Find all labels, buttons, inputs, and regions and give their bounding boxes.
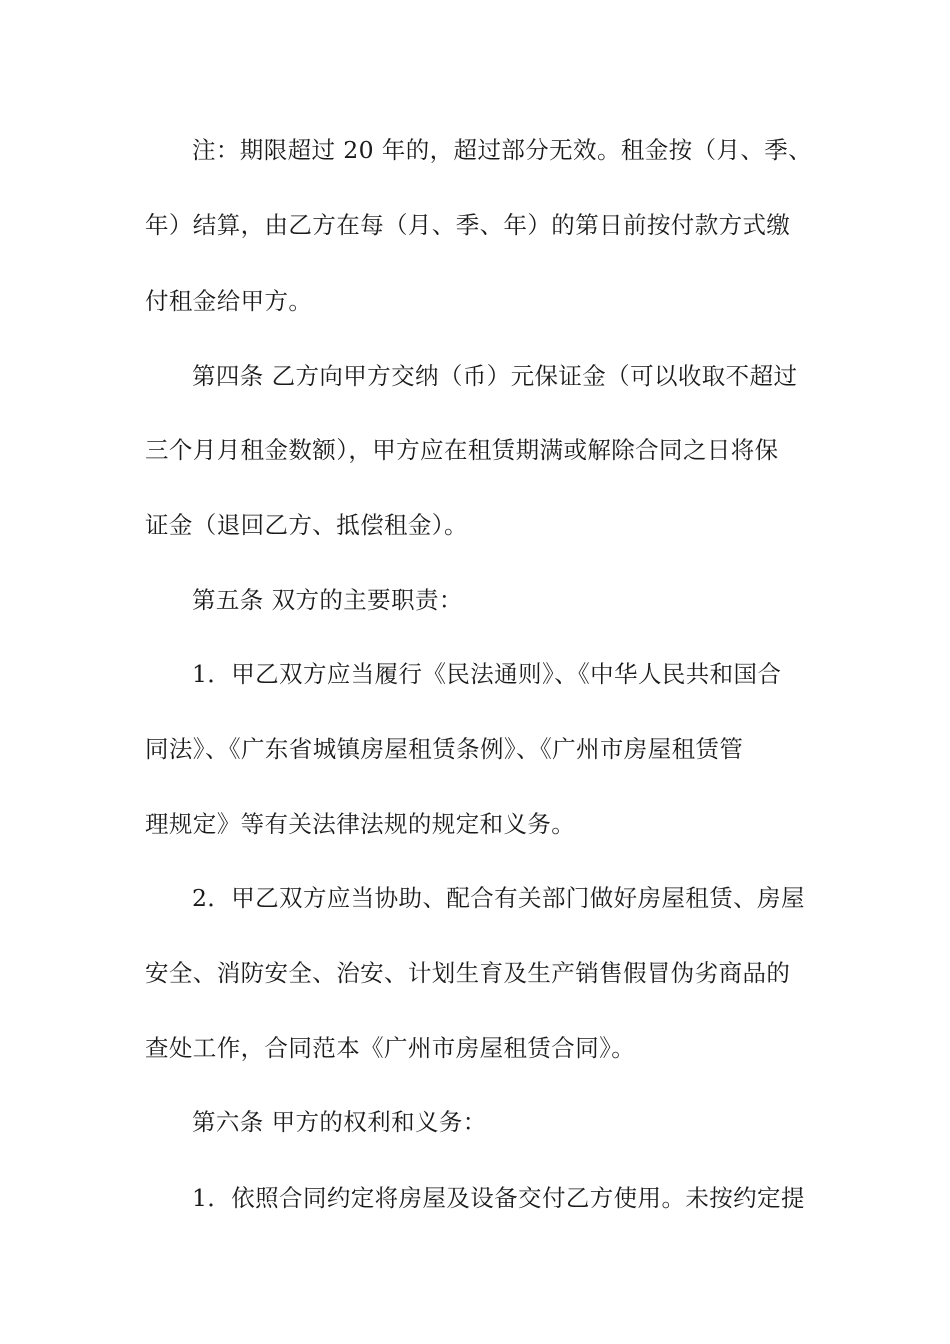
clause-line: 1．依照合同约定将房屋及设备交付乙方使用。未按约定提 (192, 1184, 805, 1212)
text-line: 同法》、《广东省城镇房屋租赁条例》、《广州市房屋租赁管 (145, 735, 744, 763)
text-line: 三个月月租金数额），甲方应在租赁期满或解除合同之日将保 (145, 436, 779, 464)
text-line: 注：期限超过 20 年的，超过部分无效。租金按（月、季、 (192, 136, 813, 164)
clause-line: 1．甲乙双方应当履行《民法通则》、《中华人民共和国合 (192, 660, 782, 688)
article-4-heading-line: 第四条 乙方向甲方交纳（币）元保证金（可以收取不超过 (192, 362, 798, 390)
article-6-heading: 第六条 甲方的权利和义务： (192, 1108, 487, 1136)
text-line: 付租金给甲方。 (145, 287, 313, 315)
text-line: 查处工作，合同范本《广州市房屋租赁合同》。 (145, 1034, 636, 1062)
text-line: 年）结算，由乙方在每（月、季、年）的第日前按付款方式缴 (145, 211, 791, 239)
clause-line: 2．甲乙双方应当协助、配合有关部门做好房屋租赁、房屋 (192, 884, 805, 912)
text-line: 安全、消防安全、治安、计划生育及生产销售假冒伪劣商品的 (145, 959, 791, 987)
text-line: 理规定》等有关法律法规的规定和义务。 (145, 810, 576, 838)
article-5-heading: 第五条 双方的主要职责： (192, 586, 463, 614)
text-line: 证金（退回乙方、抵偿租金）。 (145, 511, 468, 539)
